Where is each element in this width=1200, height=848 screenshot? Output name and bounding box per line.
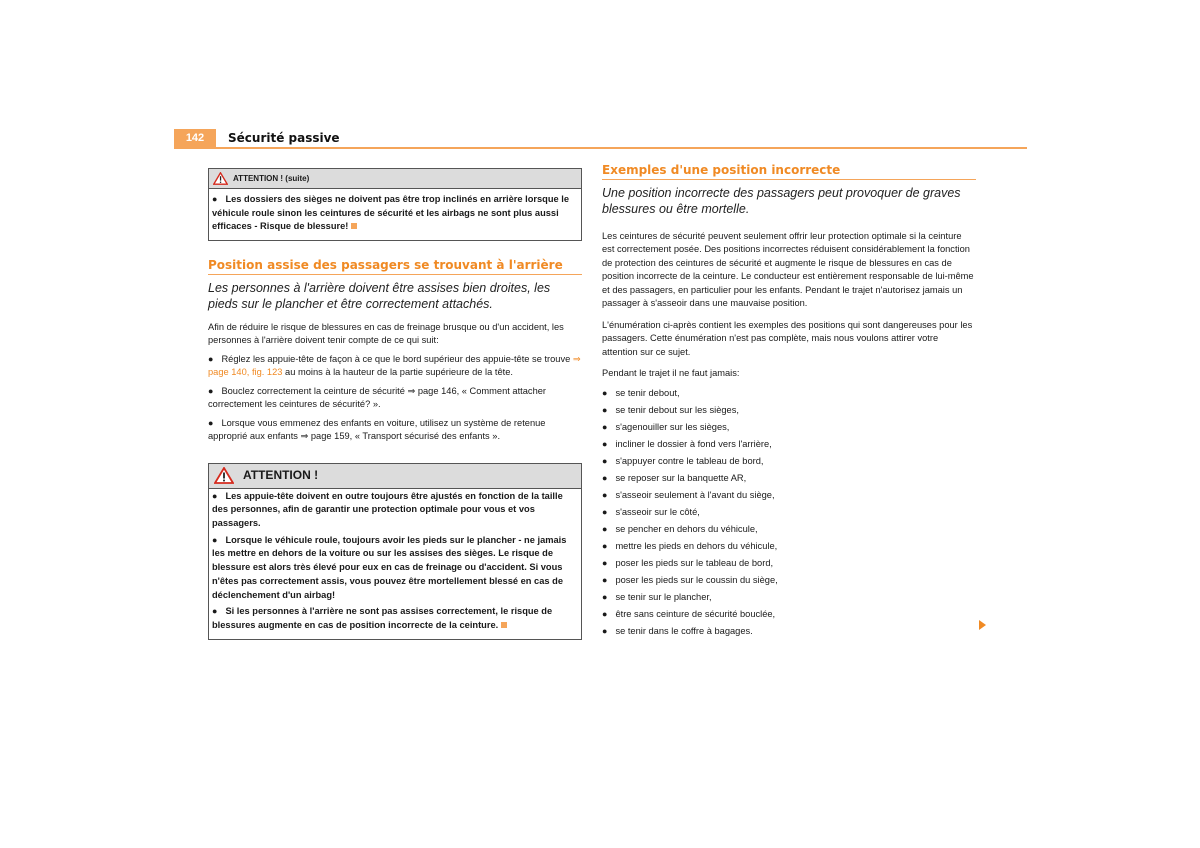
bullet-seatbelt-text: Bouclez correctement la ceinture de sécurité ⇒ page 146, « Comment attacher correctement les ceintures de sécurité? ». — [208, 385, 547, 410]
bullet-icon: ● — [212, 194, 218, 204]
warning-triangle-icon — [213, 172, 228, 185]
list-item-text: poser les pieds sur le tableau de bord, — [615, 557, 774, 568]
left-column — [208, 168, 582, 640]
bullet-icon: ● — [602, 574, 608, 585]
forbidden-positions-list — [602, 385, 976, 640]
bullet-icon: ● — [602, 591, 608, 602]
warning-triangle-icon — [214, 467, 234, 484]
list-item-text: s'asseoir seulement à l'avant du siège, — [615, 489, 775, 500]
list-item — [602, 436, 976, 453]
next-page-arrow-icon[interactable] — [979, 620, 986, 630]
section-title: Sécurité passive — [228, 131, 340, 145]
list-item — [602, 402, 976, 419]
bullet-icon: ● — [602, 557, 608, 568]
bullet-icon: ● — [208, 417, 214, 428]
list-item — [602, 453, 976, 470]
bullet-icon: ● — [602, 625, 608, 636]
list-item-text: s'agenouiller sur les sièges, — [615, 421, 730, 432]
bullet-children — [208, 417, 582, 444]
incorrect-position-para-1: Les ceintures de sécurité peuvent seulement offrir leur protection optimale si la ceinture est correctement posée. Des positions incorrectes réduisent considérablement la fonction de protection des ceintures de sécurité et augmente le risque de blessures en cas de position incorrecte de la ceinture. Le conducteur est entièrement responsable de lui-même et des passagers, en particulier pour les enfants. Pendant le trajet n'autorisez jamais un passager à s'asseoir dans une mauvaise position. — [602, 230, 974, 308]
list-item-text: s'asseoir sur le côté, — [615, 506, 700, 517]
list-item-text: incliner le dossier à fond vers l'arrière, — [615, 438, 772, 449]
bullet-icon: ● — [602, 506, 608, 517]
incorrect-position-para-2: L'énumération ci-après contient les exemples des positions qui sont dangereuses pour les passagers. Cette énumération n'est pas complète, mais nous voulons attirer votre attention sur ce sujet. — [602, 319, 973, 357]
warning-item-3: Si les personnes à l'arrière ne sont pas assises correctement, le risque de blessures augmente en cas de position incorrecte de la ceinture. — [212, 606, 553, 630]
warning-box — [208, 463, 582, 640]
warning-continued-title: ATTENTION ! (suite) — [233, 173, 310, 183]
bullet-seatbelt — [208, 385, 582, 412]
list-item — [602, 487, 976, 504]
list-item-text: mettre les pieds en dehors du véhicule, — [615, 540, 778, 551]
list-item — [602, 419, 976, 436]
list-item — [602, 589, 976, 606]
right-column — [602, 164, 976, 640]
bullet-children-text: Lorsque vous emmenez des enfants en voiture, utilisez un système de retenue approprié aux enfants ⇒ page 159, « Transport sécurisé des enfants ». — [208, 417, 546, 442]
list-item — [602, 555, 976, 572]
bullet-icon: ● — [212, 606, 218, 617]
list-item — [602, 606, 976, 623]
warning-item-1: Les appuie-tête doivent en outre toujours être ajustés en fonction de la taille des personnes, afin de garantir une protection optimale pour vous et vos passagers. — [212, 490, 563, 529]
list-item-text: se tenir dans le coffre à bagages. — [615, 625, 753, 636]
list-item-text: s'appuyer contre le tableau de bord, — [615, 455, 764, 466]
list-item — [602, 504, 976, 521]
bullet-icon: ● — [602, 523, 608, 534]
page-number: 142 — [174, 129, 216, 148]
bullet-headrest — [208, 353, 582, 380]
incorrect-position-lede: Une position incorrecte des passagers peut provoquer de graves blessures ou être mortelle. — [602, 185, 961, 216]
list-item-text: se reposer sur la banquette AR, — [615, 472, 747, 483]
bullet-icon: ● — [602, 421, 608, 432]
bullet-icon: ● — [602, 404, 608, 415]
incorrect-position-heading: Exemples d'une position incorrecte — [602, 164, 976, 180]
bullet-icon: ● — [602, 540, 608, 551]
list-item-text: être sans ceinture de sécurité bouclée, — [615, 608, 776, 619]
bullet-icon: ● — [602, 455, 608, 466]
bullet-icon: ● — [212, 534, 218, 545]
list-item-text: se pencher en dehors du véhicule, — [615, 523, 758, 534]
warning-continued-text: Les dossiers des sièges ne doivent pas être trop inclinés en arrière lorsque le véhicule roule sinon les ceintures de sécurité et les airbags ne sont plus aussi efficaces - Risque de blessure! — [212, 194, 570, 232]
end-marker-icon — [501, 622, 507, 628]
bullet-icon: ● — [208, 385, 214, 396]
warning-continued-body — [209, 189, 581, 240]
bullet-icon: ● — [208, 353, 214, 364]
list-item — [602, 623, 976, 640]
bullet-icon: ● — [602, 472, 608, 483]
list-item — [602, 470, 976, 487]
bullet-headrest-text: Réglez les appuie-tête de façon à ce que le bord supérieur des appuie-tête se trouve — [221, 353, 573, 364]
rear-passengers-intro: Afin de réduire le risque de blessures en cas de freinage brusque ou d'un accident, les personnes à l'arrière doivent tenir compte de ce qui suit: — [208, 321, 564, 346]
list-item — [602, 385, 976, 402]
bullet-icon: ● — [212, 490, 218, 501]
warning-item-2: Lorsque le véhicule roule, toujours avoir les pieds sur le plancher - ne jamais les mettre en dehors de la voiture ou sur les assises des sièges. Le risque de blessure est alors très élevé pour eux en cas de freinage ou d'accident. Si vous n'êtes pas correctement assis, vous pouvez être mortellement blessé en cas de déclenchement d'un airbag! — [212, 534, 567, 600]
bullet-icon: ● — [602, 608, 608, 619]
link-page-140[interactable]: ⇒ page 140, fig. 123 — [208, 353, 581, 378]
list-item — [602, 521, 976, 538]
rear-passengers-heading: Position assise des passagers se trouvant à l'arrière — [208, 259, 582, 275]
end-marker-icon — [351, 223, 357, 229]
bullet-icon: ● — [602, 489, 608, 500]
list-item-text: se tenir debout sur les sièges, — [615, 404, 739, 415]
list-item — [602, 572, 976, 589]
list-item — [602, 538, 976, 555]
list-item-text: se tenir debout, — [615, 387, 680, 398]
incorrect-position-para-3: Pendant le trajet il ne faut jamais: — [602, 368, 740, 378]
warning-body — [209, 489, 581, 639]
bullet-icon: ● — [602, 387, 608, 398]
bullet-icon: ● — [602, 438, 608, 449]
bullet-headrest-text-end: au moins à la hauteur de la partie supérieure de la tête. — [282, 367, 513, 378]
warning-title: ATTENTION ! — [243, 467, 319, 482]
list-item-text: se tenir sur le plancher, — [615, 591, 712, 602]
warning-header — [209, 464, 581, 489]
warning-continued-box — [208, 168, 582, 241]
warning-continued-header — [209, 169, 581, 189]
list-item-text: poser les pieds sur le coussin du siège, — [615, 574, 778, 585]
header-rule — [174, 147, 1027, 149]
rear-passengers-lede: Les personnes à l'arrière doivent être assises bien droites, les pieds sur le plancher et être correctement attachés. — [208, 280, 551, 311]
